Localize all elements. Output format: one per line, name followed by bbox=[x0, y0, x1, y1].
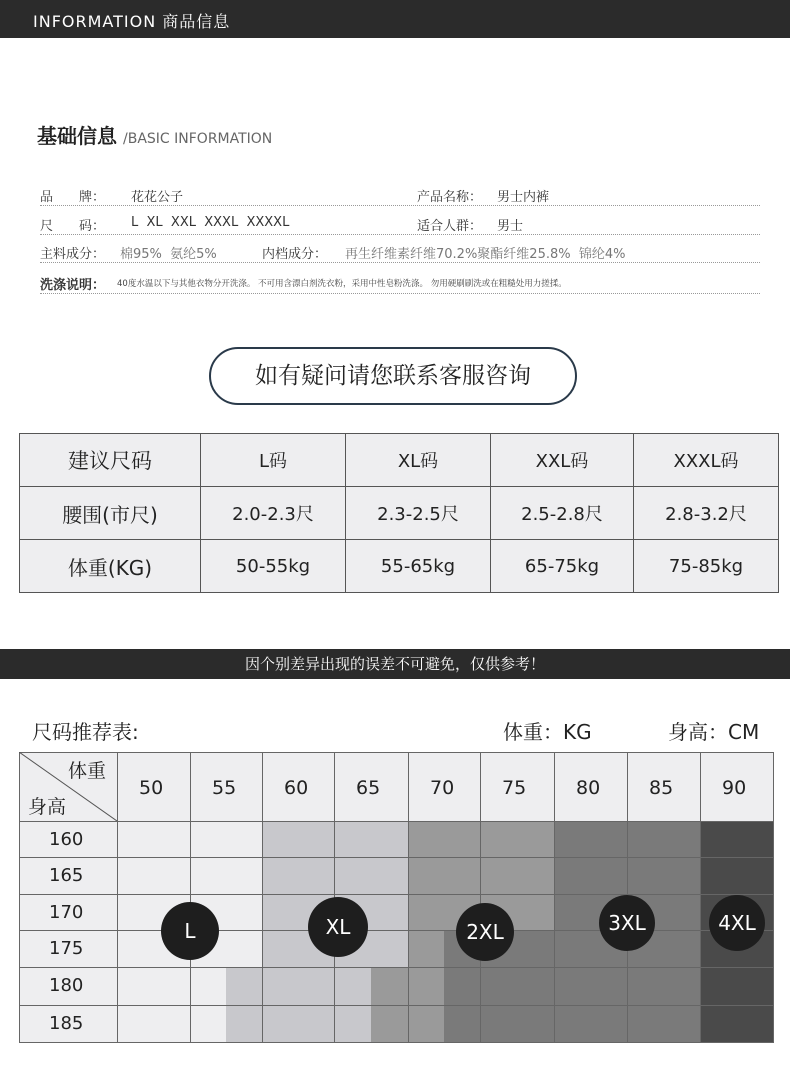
size-table-header-cell: XL码 bbox=[346, 434, 491, 487]
header-bar bbox=[0, 0, 790, 38]
weight-header: 60 bbox=[284, 777, 309, 799]
grid-line bbox=[262, 752, 263, 1043]
basic-info-subtitle: /BASIC INFORMATION bbox=[123, 131, 273, 147]
weight-header: 50 bbox=[139, 777, 164, 799]
wash-label: 洗涤说明： bbox=[40, 278, 106, 293]
crowd-value: 男士 bbox=[497, 219, 524, 234]
size-table-row bbox=[20, 540, 779, 593]
size-table-header-cell: 建议尺码 bbox=[20, 434, 201, 487]
grid-line bbox=[700, 752, 701, 1043]
size-table-header-cell: XXL码 bbox=[491, 434, 634, 487]
material-label: 主料成分： bbox=[40, 247, 106, 262]
grid-line bbox=[19, 930, 774, 931]
product-value: 男士内裤 bbox=[497, 190, 550, 205]
size-badge: 3XL bbox=[599, 895, 655, 951]
grid-line bbox=[19, 857, 774, 858]
size-table-cell: 2.0-2.3尺 bbox=[201, 487, 346, 540]
basic-info-heading bbox=[37, 120, 272, 149]
info-row-size bbox=[40, 212, 760, 235]
material-value: 棉95% 氨纶5% bbox=[120, 247, 217, 262]
corner-weight-label: 体重 bbox=[68, 760, 107, 782]
size-recommend-grid bbox=[19, 752, 774, 1043]
height-label: 175 bbox=[49, 938, 84, 959]
weight-header: 80 bbox=[576, 777, 601, 799]
grid-line bbox=[554, 752, 555, 1043]
size-table-header-cell: XXXL码 bbox=[634, 434, 779, 487]
brand-value: 花花公子 bbox=[131, 190, 184, 205]
size-table-row-label: 体重(KG) bbox=[20, 540, 201, 593]
size-table-cell: 2.3-2.5尺 bbox=[346, 487, 491, 540]
corner-height-label: 身高 bbox=[28, 796, 67, 818]
grid-line bbox=[408, 752, 409, 1043]
grid-line bbox=[19, 894, 774, 895]
size-table-row-label: 腰围(市尺) bbox=[20, 487, 201, 540]
size-table bbox=[19, 433, 779, 593]
height-unit-label: 身高：CM bbox=[668, 720, 760, 744]
height-label: 180 bbox=[49, 975, 84, 996]
size-table-cell: 65-75kg bbox=[491, 540, 634, 593]
disclaimer-bar: 因个别差异出现的误差不可避免，仅供参考！ bbox=[0, 649, 790, 679]
recommend-title: 尺码推荐表: bbox=[32, 720, 139, 744]
info-row-brand bbox=[40, 183, 760, 206]
weight-header: 75 bbox=[502, 777, 527, 799]
size-table-cell: 50-55kg bbox=[201, 540, 346, 593]
crowd-label: 适合人群： bbox=[417, 219, 483, 234]
weight-header: 70 bbox=[430, 777, 455, 799]
size-value: L XL XXL XXXL XXXXL bbox=[131, 215, 290, 230]
grid-line bbox=[773, 752, 774, 1043]
size-table-row bbox=[20, 487, 779, 540]
lining-value: 再生纤维素纤维70.2%聚酯纤维25.8% 锦纶4% bbox=[345, 247, 626, 262]
height-label: 160 bbox=[49, 829, 84, 850]
header-title: INFORMATION 商品信息 bbox=[33, 12, 231, 31]
size-badge: 2XL bbox=[456, 903, 514, 961]
grid-cell bbox=[19, 821, 117, 1043]
weight-header: 90 bbox=[722, 777, 747, 799]
height-label: 165 bbox=[49, 865, 84, 886]
weight-header: 65 bbox=[356, 777, 381, 799]
wash-value: 40度水温以下与其他衣物分开洗涤。 不可用含漂白剂洗衣粉，采用中性皂粉洗涤。 勿用硬刷刷洗或在粗糙处用力搓揉。 bbox=[117, 279, 567, 289]
size-table-cell: 55-65kg bbox=[346, 540, 491, 593]
grid-line bbox=[190, 752, 191, 1043]
contact-service-badge: 如有疑问请您联系客服咨询 bbox=[209, 347, 577, 405]
size-table-cell: 75-85kg bbox=[634, 540, 779, 593]
info-row-wash bbox=[40, 271, 760, 294]
size-table-cell: 2.8-3.2尺 bbox=[634, 487, 779, 540]
height-label: 170 bbox=[49, 902, 84, 923]
grid-line bbox=[19, 967, 774, 968]
size-badge: L bbox=[161, 902, 219, 960]
size-label: 尺 码： bbox=[40, 219, 106, 234]
weight-header: 85 bbox=[649, 777, 674, 799]
grid-line bbox=[19, 821, 774, 822]
grid-line bbox=[117, 752, 118, 1043]
weight-unit-label: 体重：KG bbox=[503, 720, 592, 744]
brand-label: 品 牌： bbox=[40, 190, 106, 205]
grid-line bbox=[480, 752, 481, 1043]
size-table-header-row bbox=[20, 434, 779, 487]
size-badge: 4XL bbox=[709, 895, 765, 951]
grid-line bbox=[19, 1005, 774, 1006]
size-badge: XL bbox=[308, 897, 368, 957]
height-label: 185 bbox=[49, 1013, 84, 1034]
lining-label: 内档成分： bbox=[262, 247, 328, 262]
product-label: 产品名称： bbox=[417, 190, 483, 205]
grid-line bbox=[19, 1042, 774, 1043]
grid-line bbox=[19, 752, 774, 753]
info-row-material bbox=[40, 240, 760, 263]
weight-header: 55 bbox=[212, 777, 237, 799]
size-table-cell: 2.5-2.8尺 bbox=[491, 487, 634, 540]
basic-info-title: 基础信息 bbox=[37, 124, 117, 148]
size-table-header-cell: L码 bbox=[201, 434, 346, 487]
